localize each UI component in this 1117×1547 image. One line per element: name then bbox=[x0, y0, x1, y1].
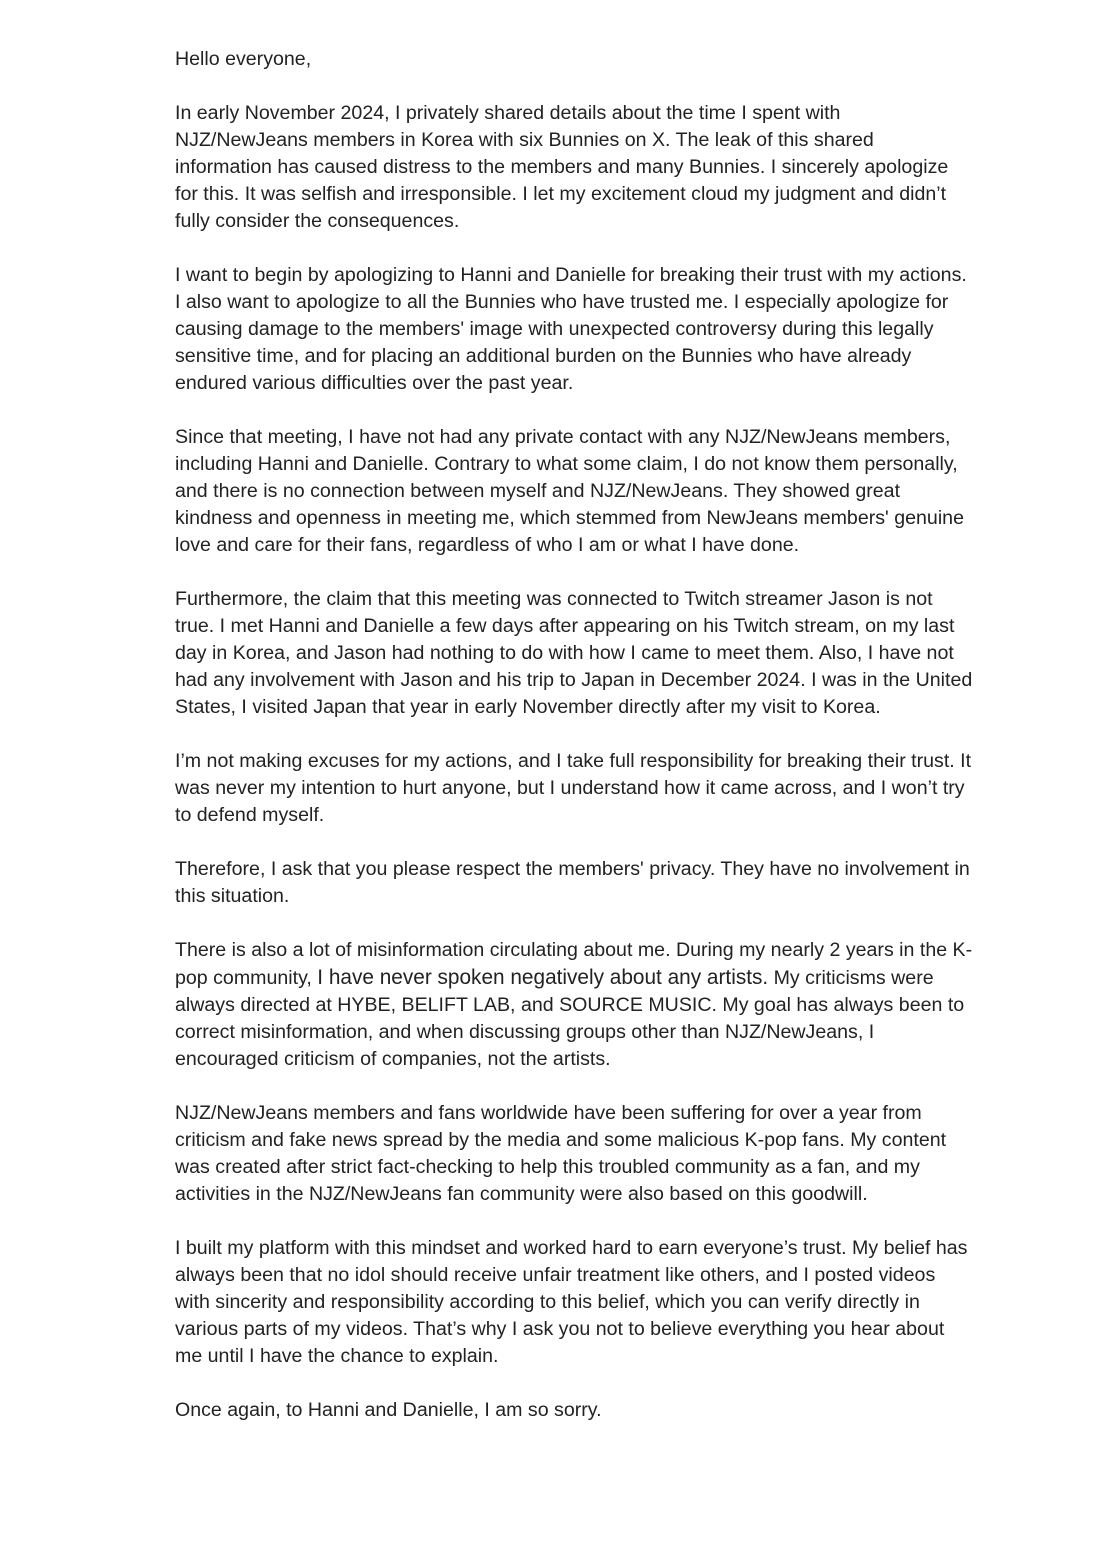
misinformation-text-start: There is also a lot of misinformation circulating about me. During my nearly 2 years in the K-pop community, bbox=[175, 939, 973, 989]
paragraph-fan-community: NJZ/NewJeans members and fans worldwide have been suffering for over a year from criticism and fake news spread by the media and some malicious K-pop fans. My content was created after strict fact-checking to help this troubled community as a fan, and my activities in the NJZ/NewJeans fan community were also based on this goodwill. bbox=[175, 1102, 947, 1205]
apology-letter bbox=[175, 46, 975, 1424]
misinformation-text-end: My criticisms were always directed at HYBE, BELIFT LAB, and SOURCE MUSIC. My goal has always been to correct misinformation, and when discussing groups other than NJZ/NewJeans, I encouraged criticism of companies, not the artists. bbox=[175, 967, 965, 1070]
closing-line: Once again, to Hanni and Danielle, I am so sorry. bbox=[175, 1399, 602, 1421]
paragraph-jason-clarification: Furthermore, the claim that this meeting was connected to Twitch streamer Jason is not true. I met Hanni and Danielle a few days after appearing on his Twitch stream, on my last day in Korea, and Jason had nothing to do with how I came to meet them. Also, I have not had any involvement with Jason and his trip to Japan in December 2024. I was in the United States, I visited Japan that year in early November directly after my visit to Korea. bbox=[175, 588, 973, 718]
misinformation-emphasis: I have never spoken negatively about any artists. bbox=[317, 966, 769, 989]
greeting: Hello everyone, bbox=[175, 48, 312, 70]
paragraph-no-contact: Since that meeting, I have not had any private contact with any NJZ/NewJeans members, including Hanni and Danielle. Contrary to what some claim, I do not know them personally, and there is no connection between myself and NJZ/NewJeans. They showed great kindness and openness in meeting me, which stemmed from NewJeans members' genuine love and care for their fans, regardless of who I am or what I have done. bbox=[175, 426, 964, 556]
paragraph-apology-members: I want to begin by apologizing to Hanni and Danielle for breaking their trust with my actions. I also want to apologize to all the Bunnies who have trusted me. I especially apologize for causing damage to the members' image with unexpected controversy during this legally sensitive time, and for placing an additional burden on the Bunnies who have already endured various difficulties over the past year. bbox=[175, 264, 967, 394]
paragraph-leak-apology: In early November 2024, I privately shared details about the time I spent with NJZ/NewJeans members in Korea with six Bunnies on X. The leak of this shared information has caused distress to the members and many Bunnies. I sincerely apologize for this. It was selfish and irresponsible. I let my excitement cloud my judgment and didn’t fully consider the consequences. bbox=[175, 102, 949, 232]
paragraph-misinformation bbox=[175, 937, 975, 1073]
paragraph-responsibility: I’m not making excuses for my actions, and I take full responsibility for breaking their trust. It was never my intention to hurt anyone, but I understand how it came across, and I won’t try to defend myself. bbox=[175, 750, 972, 826]
paragraph-platform: I built my platform with this mindset and worked hard to earn everyone’s trust. My belief has always been that no idol should receive unfair treatment like others, and I posted videos with sincerity and responsibility according to this belief, which you can verify directly in various parts of my videos. That’s why I ask you not to believe everything you hear about me until I have the chance to explain. bbox=[175, 1237, 968, 1367]
paragraph-privacy-request: Therefore, I ask that you please respect the members' privacy. They have no involvement in this situation. bbox=[175, 858, 970, 907]
